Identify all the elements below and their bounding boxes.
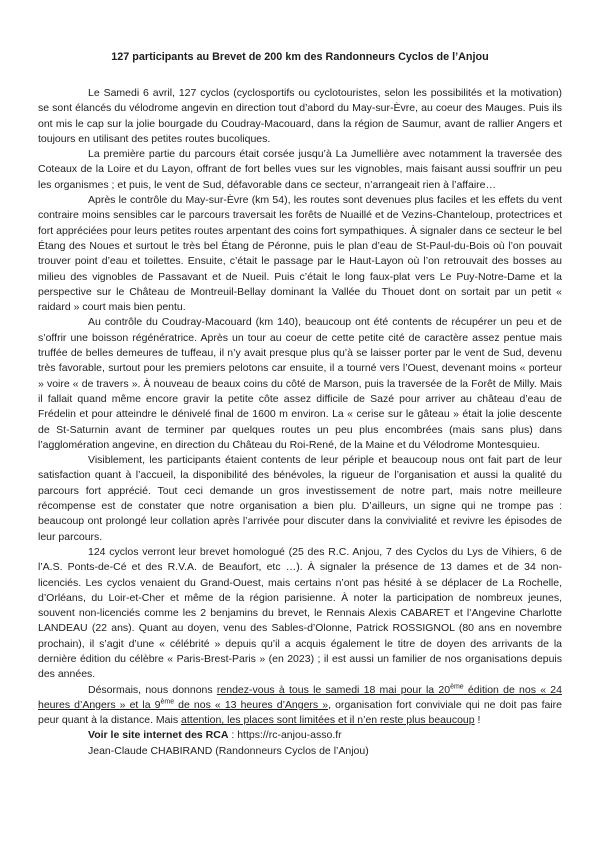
closing-end-text: ! [474,714,481,727]
paragraph-may-sur-evre: Après le contrôle du May-sur-Èvre (km 54), les routes sont devenues plus faciles et les effets du vent contraire moins sensibles car le parcours traversait les forêts de Nuaillé et de Vezins-Chanteloup, protectrices et fort appréciées pour leurs petites routes arpentant des coins fort sympathiques. À signaler dans ce secteur le bel Étang des Noues et surtout le très bel Étang de Péronne, puis le plan d’eau de St-Paul-du-Bois où l’on pouvait trouver point d’eau et toilettes. Ensuite, c’était le passage par le Haut-Layon où l’on retrouvait des bosses au milieu des vignobles de Passavant et de Nueil. Puis c’était le long faux-plat vers Le Puy-Notre-Dame et la perspective sur le Château de Montreuil-Bellay dominant la Vallée du Thouet dont on sortait par un petit « raidard » court mais bien pentu. [38,194,562,314]
website-separator: : [228,729,238,742]
warning-underlined-text: attention, les places sont limitées et il n’en reste plus beaucoup [181,714,475,727]
ordinal-superscript-20: ème [450,683,464,691]
signature-line: Jean-Claude CHABIRAND (Randonneurs Cyclos de l’Anjou) [88,744,369,757]
paragraph-satisfaction: Visiblement, les participants étaient contents de leur périple et beaucoup nous ont fait part de leur satisfaction quant à l’accueil, la disponibilité des bénévoles, la rigueur de l’organisation et aussi la qualité du parcours fort apprécié. Tout ceci demande un gros investissement de notre part, mais notre meilleure récompense est de constater que notre organisation a bien plu. D’ailleurs, un signe qui ne trompe pas : beaucoup ont prolongé leur collation après l’arrivée pour discuter dans la convivialité et revivre les épisodes de leur parcours. [38,454,562,543]
ordinal-superscript-9: ème [160,698,175,706]
paragraph-intro: Le Samedi 6 avril, 127 cyclos (cyclosportifs ou cyclotouristes, selon les possibilités et la motivation) se sont élancés du vélodrome angevin en direction tout d’abord du May-sur-Èvre, au coeur des Mauges. Puis ils ont mis le cap sur la jolie bourgade du Coudray-Macouard, dans la région de Saumur, avant de rallier Angers et toujours en utilisant des petites routes bucoliques. [38,87,562,145]
rendezvous-text-part2: édition de nos « 24 heures d’Angers » et la 9 [38,683,562,711]
paragraph-coudray-macouard: Au contrôle du Coudray-Macouard (km 140), beaucoup ont été contents de récupérer un peu et de s’offrir une boisson régénératrice. Après un tour au coeur de cette petite cité de caractère assez pentue mais truffée de belles demeures de tuffeau, il n’y avait presque plus qu’à se laisser porter par le vent de Sud, devenu très favorable, surtout pour les premiers pelotons car ensuite, il a tourné vers l’Ouest, devenant moins « porteur » voire « de travers ». À nouveau de beaux coins du côté de Marson, puis la traversée de la Forêt de Milly. Mais il fallait quand même encore gravir la petite côte assez difficile de Sazé pour arriver au château d’eau de Frédelin et pour atteindre le dénivelé final de 1600 m environ. La « cerise sur le gâteau » était la jolie descente de St-Saturnin avant de terminer par quelques routes un peu plus encombrées (mais sans plus) dans l’agglomération angevine, en direction du Château du Roi-René, de la Maine et du Vélodrome Montesquieu. [38,316,562,451]
closing-paragraph [38,683,562,729]
rendezvous-text-part1: rendez-vous à tous le samedi 18 mai pour la 20 [216,683,451,696]
website-line [38,728,562,743]
website-url[interactable]: https://rc-anjou-asso.fr [237,729,342,742]
rendezvous-text-part3: de nos « 13 heures d’Angers » [174,698,329,711]
paragraph-homologation: 124 cyclos verront leur brevet homologué (25 des R.C. Anjou, 7 des Cyclos du Lys de Vihiers, 6 de l’A.S. Ponts-de-Cé et des R.V.A. de Beaufort, etc …). À signaler la présence de 13 dames et de 34 non-licenciés. Les cyclos venaient du Grand-Ouest, mais certains n’ont pas hésité à se déplacer de La Rochelle, d’Orléans, du Loir-et-Cher et même de la région parisienne. À noter la participation de nombreux jeunes, souvent non-licenciés comme les 2 benjamins du brevet, le Rennais Alexis CABARET et l’Angevine Charlotte LANDEAU (22 ans). Quant au doyen, venu des Sables-d’Olonne, Patrick ROSSIGNOL (80 ans en novembre prochain), il s’agit d’une « célébrité » depuis qu’il a acquis également le titre de doyen des arrivants de la dernière édition du célèbre « Paris-Brest-Paris » (en 2023) ; il est aussi un familier de nos organisations depuis des années. [38,545,562,681]
closing-intro-text: Désormais, nous donnons [88,683,217,696]
page-title: 127 participants au Brevet de 200 km des Randonneurs Cyclos de l’Anjou [111,51,489,63]
website-label: Voir le site internet des RCA [88,729,229,742]
closing-middle-text: , organisation fort conviviale qui ne doit pas faire peur quant à la distance. Mais [38,698,562,727]
paragraph-first-part: La première partie du parcours était corsée jusqu’à La Jumellière avec notamment la traversée des Coteaux de la Loire et du Layon, offrant de fort belles vues sur les vignobles, mais faisant aussi souffrir un peu les organismes ; et puis, le vent de Sud, défavorable dans ce secteur, n’arrangeait rien à l’affaire… [38,148,562,191]
